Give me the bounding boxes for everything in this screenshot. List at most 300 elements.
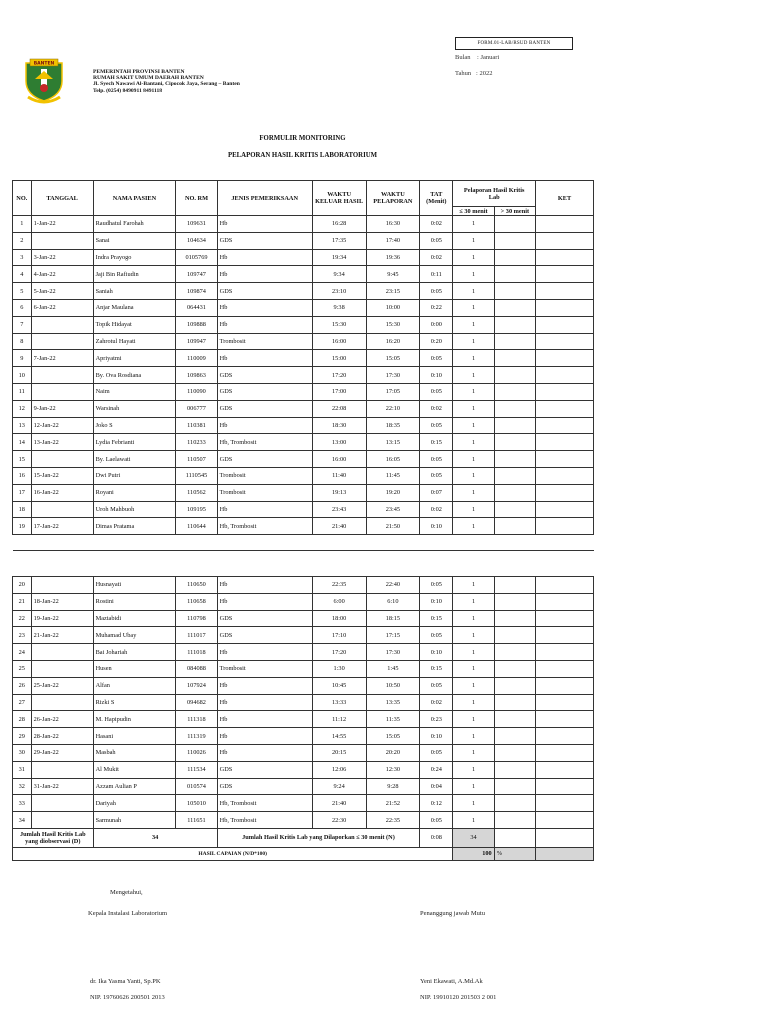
row-tanggal: 9-Jan-22 <box>31 400 93 417</box>
row-ket <box>536 660 594 677</box>
summary-empty-1 <box>494 828 535 847</box>
table-row <box>13 660 594 677</box>
row-nama-pasien: Bai Johariah <box>93 644 176 661</box>
row-no-rm: 010574 <box>176 778 217 795</box>
row-nama-pasien: Al Mukit <box>93 761 176 778</box>
row-tat: 0:15 <box>420 610 453 627</box>
row-no-rm: 111651 <box>176 812 217 829</box>
row-tat: 0:05 <box>420 467 453 484</box>
row-jenis-pemeriksaan: Hb <box>217 216 312 233</box>
row-ket <box>536 316 594 333</box>
row-gt-30 <box>494 283 535 300</box>
row-le-30: 1 <box>453 593 494 610</box>
row-no-rm: 104634 <box>176 232 217 249</box>
row-tanggal: 13-Jan-22 <box>31 434 93 451</box>
row-ket <box>536 778 594 795</box>
row-ket <box>536 593 594 610</box>
row-no-rm: 094682 <box>176 694 217 711</box>
row-no-rm: 111018 <box>176 644 217 661</box>
table-row <box>13 266 594 283</box>
row-waktu-pelaporan: 21:50 <box>366 518 420 535</box>
row-nama-pasien: Husnayati <box>93 577 176 594</box>
row-jenis-pemeriksaan: Hb <box>217 577 312 594</box>
row-waktu-pelaporan: 11:35 <box>366 711 420 728</box>
row-waktu-keluar: 16:00 <box>312 451 366 468</box>
row-tat: 0:05 <box>420 383 453 400</box>
row-no-rm: 110381 <box>176 417 217 434</box>
row-tat: 0:02 <box>420 694 453 711</box>
row-ket <box>536 677 594 694</box>
row-tat: 0:24 <box>420 761 453 778</box>
row-tat: 0:15 <box>420 434 453 451</box>
row-no-rm: 110090 <box>176 383 217 400</box>
row-tanggal: 15-Jan-22 <box>31 467 93 484</box>
row-le-30: 1 <box>453 383 494 400</box>
row-tanggal: 31-Jan-22 <box>31 778 93 795</box>
row-jenis-pemeriksaan: GDS <box>217 451 312 468</box>
row-nama-pasien: Topik Hidayat <box>93 316 176 333</box>
row-tat: 0:00 <box>420 316 453 333</box>
summary-d-label-1: Jumlah Hasil Kritis Lab <box>20 830 86 838</box>
year-label: Tahun <box>455 70 472 77</box>
row-jenis-pemeriksaan: Hb <box>217 501 312 518</box>
row-waktu-pelaporan: 20:20 <box>366 744 420 761</box>
row-le-30: 1 <box>453 266 494 283</box>
row-nama-pasien: Raudhatul Farohah <box>93 216 176 233</box>
row-waktu-keluar: 12:06 <box>312 761 366 778</box>
row-waktu-keluar: 6:00 <box>312 593 366 610</box>
table-row <box>13 249 594 266</box>
row-le-30: 1 <box>453 744 494 761</box>
row-gt-30 <box>494 232 535 249</box>
row-waktu-pelaporan: 16:30 <box>366 216 420 233</box>
row-no: 12 <box>13 400 32 417</box>
table-row <box>13 367 594 384</box>
row-waktu-keluar: 11:40 <box>312 467 366 484</box>
row-nama-pasien: Anjar Maulana <box>93 299 176 316</box>
row-jenis-pemeriksaan: GDS <box>217 761 312 778</box>
row-no: 11 <box>13 383 32 400</box>
row-waktu-keluar: 15:00 <box>312 350 366 367</box>
row-nama-pasien: By. Ova Rosdiana <box>93 367 176 384</box>
table-row <box>13 778 594 795</box>
row-tat: 0:05 <box>420 577 453 594</box>
monitoring-table-page-2 <box>12 576 594 861</box>
table-row <box>13 744 594 761</box>
row-tanggal: 28-Jan-22 <box>31 728 93 745</box>
header-pelaporan-2: Lab <box>488 193 500 201</box>
table-row <box>13 644 594 661</box>
org-phone: Telp. (0254) 8490911 8491118 <box>93 87 163 94</box>
header-waktu-pelaporan <box>366 181 420 216</box>
monitoring-table-page-1 <box>12 180 594 551</box>
row-le-30: 1 <box>453 627 494 644</box>
capaian-label: HASIL CAPAIAN (N/D*100) <box>13 847 453 860</box>
right-signer-name: Yeni Ekawati, A.Md.Ak <box>420 978 483 985</box>
capaian-unit: % <box>494 847 535 860</box>
table-body-2 <box>13 577 594 829</box>
row-gt-30 <box>494 744 535 761</box>
row-no: 23 <box>13 627 32 644</box>
table-row-blank <box>13 535 594 551</box>
capaian-empty <box>536 847 594 860</box>
table-row <box>13 417 594 434</box>
row-gt-30 <box>494 761 535 778</box>
summary-n-value: 34 <box>453 828 494 847</box>
row-jenis-pemeriksaan: GDS <box>217 367 312 384</box>
row-waktu-pelaporan: 22:10 <box>366 400 420 417</box>
row-ket <box>536 484 594 501</box>
row-le-30: 1 <box>453 761 494 778</box>
row-no: 13 <box>13 417 32 434</box>
row-no: 25 <box>13 660 32 677</box>
row-waktu-keluar: 17:20 <box>312 644 366 661</box>
table-row <box>13 216 594 233</box>
row-no: 21 <box>13 593 32 610</box>
row-le-30: 1 <box>453 299 494 316</box>
row-nama-pasien: By. Laelawati <box>93 451 176 468</box>
row-gt-30 <box>494 400 535 417</box>
row-waktu-pelaporan: 16:20 <box>366 333 420 350</box>
row-tanggal: 25-Jan-22 <box>31 677 93 694</box>
row-no-rm: 064431 <box>176 299 217 316</box>
table-row <box>13 761 594 778</box>
left-signer-nip: NIP. 19760626 200501 2013 <box>90 994 165 1001</box>
table-row <box>13 299 594 316</box>
row-tat: 0:02 <box>420 216 453 233</box>
row-waktu-pelaporan: 23:15 <box>366 283 420 300</box>
row-tanggal: 26-Jan-22 <box>31 711 93 728</box>
table-row <box>13 484 594 501</box>
row-ket <box>536 711 594 728</box>
row-jenis-pemeriksaan: GDS <box>217 627 312 644</box>
row-waktu-keluar: 19:13 <box>312 484 366 501</box>
row-nama-pasien: Dimas Pratama <box>93 518 176 535</box>
row-jenis-pemeriksaan: Trombosit <box>217 467 312 484</box>
row-ket <box>536 216 594 233</box>
header-no-rm: NO. RM <box>176 181 217 216</box>
row-waktu-pelaporan: 19:20 <box>366 484 420 501</box>
row-no-rm: 111017 <box>176 627 217 644</box>
row-gt-30 <box>494 367 535 384</box>
row-no: 26 <box>13 677 32 694</box>
row-le-30: 1 <box>453 417 494 434</box>
row-le-30: 1 <box>453 232 494 249</box>
row-waktu-keluar: 22:35 <box>312 577 366 594</box>
row-jenis-pemeriksaan: GDS <box>217 283 312 300</box>
row-tat: 0:10 <box>420 728 453 745</box>
row-no-rm: 110650 <box>176 577 217 594</box>
row-ket <box>536 249 594 266</box>
header-waktu-pelaporan-2: PELAPORAN <box>373 198 413 205</box>
form-title: FORMULIR MONITORING <box>259 135 346 142</box>
table-row <box>13 451 594 468</box>
row-tanggal <box>31 761 93 778</box>
row-waktu-keluar: 1:30 <box>312 660 366 677</box>
row-tat: 0:07 <box>420 484 453 501</box>
header-tat-2: (Menit) <box>426 198 447 205</box>
header-gt-30: > 30 menit <box>494 207 535 216</box>
mengetahui-text: Mengetahui, <box>110 889 143 896</box>
header-le-30: ≤ 30 menit <box>453 207 494 216</box>
row-no: 4 <box>13 266 32 283</box>
row-ket <box>536 299 594 316</box>
row-tanggal <box>31 316 93 333</box>
row-waktu-pelaporan: 16:05 <box>366 451 420 468</box>
table-row <box>13 728 594 745</box>
row-le-30: 1 <box>453 610 494 627</box>
row-jenis-pemeriksaan: Hb <box>217 417 312 434</box>
row-waktu-keluar: 17:10 <box>312 627 366 644</box>
row-nama-pasien: Alfan <box>93 677 176 694</box>
row-gt-30 <box>494 711 535 728</box>
row-jenis-pemeriksaan: Hb <box>217 266 312 283</box>
row-no-rm: 110507 <box>176 451 217 468</box>
row-jenis-pemeriksaan: Trombosit <box>217 660 312 677</box>
row-waktu-pelaporan: 13:35 <box>366 694 420 711</box>
row-nama-pasien: Rizki S <box>93 694 176 711</box>
table-body-1 <box>13 216 594 551</box>
row-ket <box>536 367 594 384</box>
row-no: 28 <box>13 711 32 728</box>
month-label: Bulan <box>455 54 471 61</box>
row-no-rm: 111318 <box>176 711 217 728</box>
row-waktu-keluar: 9:34 <box>312 266 366 283</box>
summary-d-value: 34 <box>93 828 217 847</box>
row-le-30: 1 <box>453 249 494 266</box>
row-ket <box>536 518 594 535</box>
row-tat: 0:05 <box>420 283 453 300</box>
row-ket <box>536 501 594 518</box>
table-row <box>13 627 594 644</box>
capaian-row <box>13 847 594 860</box>
row-waktu-keluar: 23:43 <box>312 501 366 518</box>
row-tanggal: 17-Jan-22 <box>31 518 93 535</box>
row-nama-pasien: Masbah <box>93 744 176 761</box>
row-le-30: 1 <box>453 660 494 677</box>
row-waktu-pelaporan: 13:15 <box>366 434 420 451</box>
row-ket <box>536 451 594 468</box>
left-signer-name: dr. Ika Yasma Yanti, Sp.PK <box>90 978 161 985</box>
row-le-30: 1 <box>453 728 494 745</box>
row-gt-30 <box>494 778 535 795</box>
row-nama-pasien: Uroh Mahbuoh <box>93 501 176 518</box>
row-jenis-pemeriksaan: Hb <box>217 677 312 694</box>
row-tanggal <box>31 577 93 594</box>
row-no: 17 <box>13 484 32 501</box>
row-tat: 0:12 <box>420 795 453 812</box>
row-no: 14 <box>13 434 32 451</box>
row-no-rm: 110233 <box>176 434 217 451</box>
table-row <box>13 350 594 367</box>
row-ket <box>536 400 594 417</box>
row-no: 32 <box>13 778 32 795</box>
row-nama-pasien: Jaji Bin Rafiudin <box>93 266 176 283</box>
left-signer-role: Kepala Instalasi Laboratorium <box>88 910 168 917</box>
table-row <box>13 283 594 300</box>
row-no-rm: 006777 <box>176 400 217 417</box>
row-tat: 0:05 <box>420 812 453 829</box>
row-nama-pasien: Apriyatmi <box>93 350 176 367</box>
row-tanggal <box>31 660 93 677</box>
row-waktu-pelaporan: 15:05 <box>366 728 420 745</box>
row-tat: 0:10 <box>420 367 453 384</box>
row-waktu-pelaporan: 6:10 <box>366 593 420 610</box>
row-tat: 0:22 <box>420 299 453 316</box>
row-waktu-pelaporan: 22:35 <box>366 812 420 829</box>
row-waktu-keluar: 16:28 <box>312 216 366 233</box>
row-tat: 0:02 <box>420 249 453 266</box>
capaian-value: 100 <box>453 847 494 860</box>
table-row <box>13 232 594 249</box>
row-waktu-pelaporan: 19:36 <box>366 249 420 266</box>
row-no-rm: 110658 <box>176 593 217 610</box>
row-waktu-pelaporan: 11:45 <box>366 467 420 484</box>
row-le-30: 1 <box>453 451 494 468</box>
row-tanggal <box>31 367 93 384</box>
row-no: 30 <box>13 744 32 761</box>
row-no-rm: 105010 <box>176 795 217 812</box>
row-waktu-keluar: 22:08 <box>312 400 366 417</box>
row-waktu-pelaporan: 23:45 <box>366 501 420 518</box>
row-waktu-keluar: 14:55 <box>312 728 366 745</box>
row-waktu-keluar: 23:10 <box>312 283 366 300</box>
row-gt-30 <box>494 610 535 627</box>
row-no: 22 <box>13 610 32 627</box>
row-waktu-pelaporan: 21:52 <box>366 795 420 812</box>
row-tanggal: 12-Jan-22 <box>31 417 93 434</box>
row-waktu-pelaporan: 17:30 <box>366 644 420 661</box>
row-waktu-pelaporan: 10:00 <box>366 299 420 316</box>
row-ket <box>536 627 594 644</box>
row-le-30: 1 <box>453 333 494 350</box>
row-ket <box>536 577 594 594</box>
table-row <box>13 795 594 812</box>
row-tat: 0:05 <box>420 451 453 468</box>
row-le-30: 1 <box>453 694 494 711</box>
row-tanggal <box>31 383 93 400</box>
row-jenis-pemeriksaan: Hb, Trombosit <box>217 518 312 535</box>
row-gt-30 <box>494 677 535 694</box>
row-le-30: 1 <box>453 367 494 384</box>
row-ket <box>536 350 594 367</box>
row-tat: 0:10 <box>420 644 453 661</box>
header-pelaporan-1: Pelaporan Hasil Kritis <box>463 186 525 194</box>
row-tanggal <box>31 501 93 518</box>
row-nama-pasien: Saniah <box>93 283 176 300</box>
row-no-rm: 110644 <box>176 518 217 535</box>
table-row <box>13 593 594 610</box>
row-gt-30 <box>494 383 535 400</box>
row-ket <box>536 283 594 300</box>
row-le-30: 1 <box>453 644 494 661</box>
row-no-rm: 110798 <box>176 610 217 627</box>
row-le-30: 1 <box>453 216 494 233</box>
org-line-1: PEMERINTAH PROVINSI BANTEN <box>93 69 185 75</box>
row-tat: 0:15 <box>420 660 453 677</box>
row-tanggal: 16-Jan-22 <box>31 484 93 501</box>
row-jenis-pemeriksaan: Hb <box>217 694 312 711</box>
row-jenis-pemeriksaan: Hb <box>217 644 312 661</box>
row-jenis-pemeriksaan: Hb, Trombosit <box>217 434 312 451</box>
row-jenis-pemeriksaan: Hb, Trombosit <box>217 795 312 812</box>
row-jenis-pemeriksaan: Hb <box>217 711 312 728</box>
row-ket <box>536 232 594 249</box>
row-nama-pasien: Hasani <box>93 728 176 745</box>
row-tat: 0:05 <box>420 744 453 761</box>
row-no-rm: 109195 <box>176 501 217 518</box>
row-tat: 0:02 <box>420 501 453 518</box>
row-no: 34 <box>13 812 32 829</box>
row-waktu-pelaporan: 18:35 <box>366 417 420 434</box>
row-tat: 0:11 <box>420 266 453 283</box>
row-gt-30 <box>494 434 535 451</box>
row-nama-pasien: M. Hapipudin <box>93 711 176 728</box>
row-tanggal: 3-Jan-22 <box>31 249 93 266</box>
row-tanggal: 19-Jan-22 <box>31 610 93 627</box>
row-no-rm: 109747 <box>176 266 217 283</box>
table-row <box>13 610 594 627</box>
row-waktu-pelaporan: 10:50 <box>366 677 420 694</box>
row-gt-30 <box>494 627 535 644</box>
row-tat: 0:05 <box>420 677 453 694</box>
row-no: 10 <box>13 367 32 384</box>
row-waktu-pelaporan: 17:40 <box>366 232 420 249</box>
row-tat: 0:05 <box>420 627 453 644</box>
table-row <box>13 694 594 711</box>
row-nama-pasien: Husen <box>93 660 176 677</box>
row-waktu-keluar: 18:00 <box>312 610 366 627</box>
row-gt-30 <box>494 316 535 333</box>
row-waktu-pelaporan: 9:45 <box>366 266 420 283</box>
header-waktu-keluar-1: WAKTU <box>327 191 352 198</box>
row-tat: 0:10 <box>420 518 453 535</box>
row-jenis-pemeriksaan: Trombosit <box>217 484 312 501</box>
row-waktu-pelaporan: 12:30 <box>366 761 420 778</box>
row-gt-30 <box>494 593 535 610</box>
row-gt-30 <box>494 795 535 812</box>
row-waktu-pelaporan: 18:15 <box>366 610 420 627</box>
row-le-30: 1 <box>453 316 494 333</box>
row-tanggal: 1-Jan-22 <box>31 216 93 233</box>
row-tanggal <box>31 795 93 812</box>
row-nama-pasien: Sanai <box>93 232 176 249</box>
org-address: Jl. Syech Nawawi Al-Bantani, Cipocok Jaya, Serang – Banten <box>93 81 240 88</box>
row-tanggal <box>31 451 93 468</box>
row-le-30: 1 <box>453 484 494 501</box>
row-waktu-pelaporan: 17:15 <box>366 627 420 644</box>
table-row <box>13 677 594 694</box>
row-tanggal: 7-Jan-22 <box>31 350 93 367</box>
row-no-rm: 110009 <box>176 350 217 367</box>
row-gt-30 <box>494 501 535 518</box>
row-tat: 0:05 <box>420 417 453 434</box>
row-nama-pasien: Zahrotul Hayati <box>93 333 176 350</box>
row-jenis-pemeriksaan: GDS <box>217 778 312 795</box>
row-waktu-keluar: 13:33 <box>312 694 366 711</box>
table-row <box>13 434 594 451</box>
row-nama-pasien: Warsinah <box>93 400 176 417</box>
row-tat: 0:10 <box>420 593 453 610</box>
row-waktu-keluar: 15:30 <box>312 316 366 333</box>
row-waktu-pelaporan: 22:40 <box>366 577 420 594</box>
summary-row <box>13 828 594 847</box>
row-gt-30 <box>494 518 535 535</box>
row-gt-30 <box>494 350 535 367</box>
row-nama-pasien: Joko S <box>93 417 176 434</box>
logo-text: BANTEN <box>33 61 55 67</box>
row-jenis-pemeriksaan: Hb <box>217 249 312 266</box>
